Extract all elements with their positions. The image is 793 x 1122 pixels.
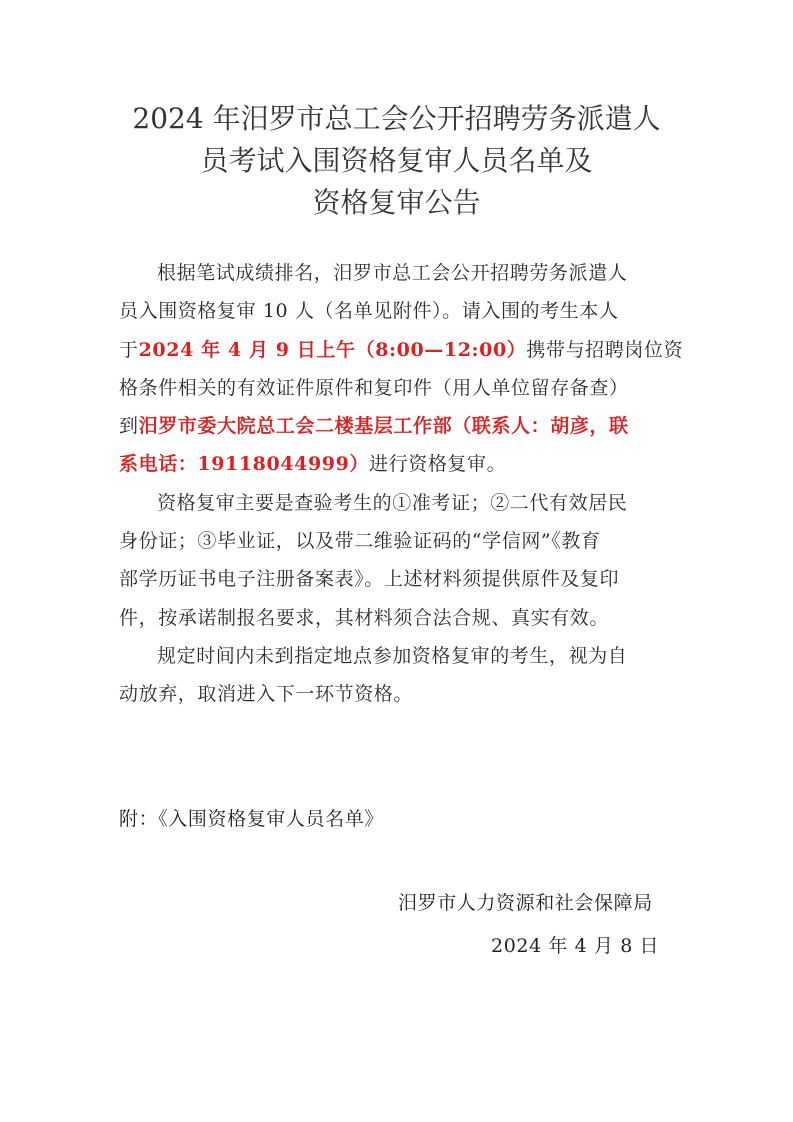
paragraph-absence bbox=[119, 637, 679, 714]
signature-date: 2024 年 4 月 8 日 bbox=[491, 935, 660, 957]
p2-line-3: 部学历证书电子注册备案表》。上述材料须提供原件及复印 bbox=[119, 568, 620, 591]
document-body bbox=[119, 254, 684, 714]
p1-line-3-prefix: 于 bbox=[119, 338, 139, 361]
title-line-2: 员考试入围资格复审人员名单及 bbox=[200, 144, 593, 177]
p1-line-4: 格条件相关的有效证件原件和复印件（用人单位留存备查） bbox=[119, 376, 629, 399]
paragraph-documents bbox=[119, 484, 679, 637]
p2-line-2: 身份证；③毕业证，以及带二维验证码的“学信网”《教育 bbox=[119, 530, 601, 553]
signature-organization: 汨罗市人力资源和社会保障局 bbox=[398, 892, 653, 914]
p1-line-5 bbox=[119, 407, 679, 445]
p1-line-3 bbox=[119, 331, 684, 369]
p3-line-1: 规定时间内未到指定地点参加资格复审的考生，视为自 bbox=[157, 644, 628, 667]
contact-phone: 系电话：19118044999） bbox=[119, 453, 370, 476]
attachment-note: 附：《入围资格复审人员名单》 bbox=[119, 808, 384, 830]
p1-line-6-suffix: 进行资格复审。 bbox=[369, 453, 507, 476]
p1-line-2: 员入围资格复审 10 人（名单见附件）。请入围的考生本人 bbox=[119, 300, 619, 323]
p1-line-3-suffix: 携带与招聘岗位资 bbox=[526, 338, 684, 361]
p2-line-4: 件，按承诺制报名要求，其材料须合法合规、真实有效。 bbox=[119, 606, 610, 629]
document-title bbox=[100, 98, 693, 224]
review-datetime: 2024 年 4 月 9 日上午（8:00—12:00） bbox=[138, 338, 527, 361]
title-line-1: 2024 年汨罗市总工会公开招聘劳务派遣人 bbox=[132, 102, 661, 135]
paragraph-announcement bbox=[119, 254, 684, 484]
p1-line-5-prefix: 到 bbox=[119, 415, 139, 438]
p1-line-1: 根据笔试成绩排名，汨罗市总工会公开招聘劳务派遣人 bbox=[157, 262, 628, 284]
title-line-3: 资格复审公告 bbox=[312, 186, 481, 219]
review-location: 汨罗市委大院总工会二楼基层工作部（联系人：胡彦，联 bbox=[138, 415, 629, 438]
p2-line-1: 资格复审主要是查验考生的①准考证；②二代有效居民 bbox=[157, 491, 628, 514]
p1-line-6 bbox=[119, 445, 679, 483]
p3-line-2: 动放弃，取消进入下一环节资格。 bbox=[119, 683, 414, 706]
